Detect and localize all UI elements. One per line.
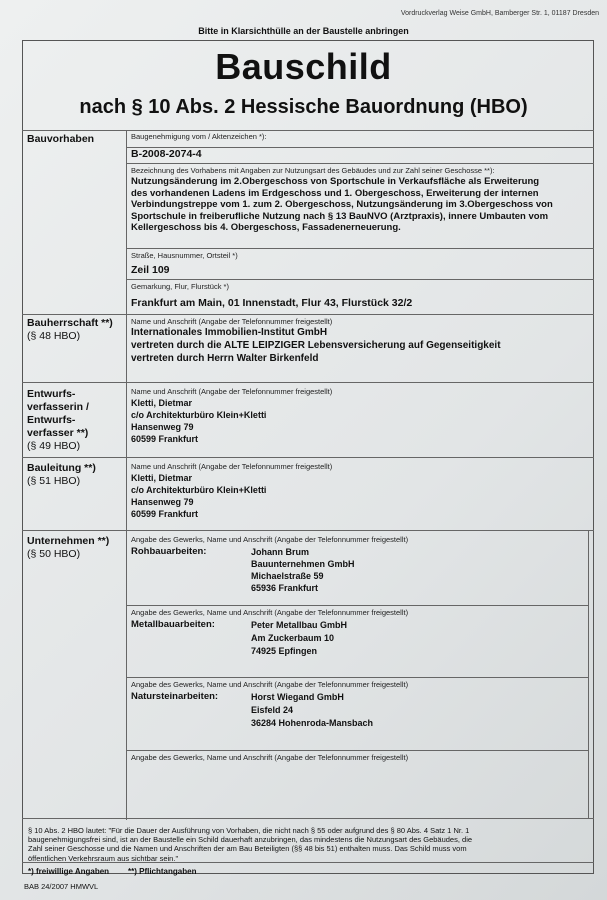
permit-caption: Baugenehmigung vom / Aktenzeichen *): bbox=[131, 132, 267, 141]
entwurf-label: verfasserin / bbox=[27, 401, 89, 413]
unternehmen-label: Unternehmen **) bbox=[27, 535, 110, 547]
bauleitung-line: 60599 Frankfurt bbox=[131, 509, 199, 519]
entwurf-label: Entwurfs- bbox=[27, 388, 76, 400]
legal-note-line: baugenehmigungsfrei sind, ist an der Baustelle ein Schild dauerhaft anzubringen, das mindestens die Nutzungsart des Gebäudes, die bbox=[28, 835, 473, 845]
description-line: Verbindungstreppe vom 1. zum 2. Obergeschoss, Nutzungsänderung im 3.Obergeschoss von bbox=[131, 199, 553, 210]
description-line: Sportschule in freiberufliche Nutzung nach § 13 BauNVO (Arztpraxis), innere Umbauten vom bbox=[131, 210, 549, 222]
bauleitung-ref: (§ 51 HBO) bbox=[27, 475, 81, 487]
firm-line: Johann Brum bbox=[251, 547, 310, 557]
legal-note-line: Zahl seiner Geschosse und die Namen und Anschriften der am Bau Beteiligten (§§ 48 bis 51) enthalten muss. Das Schild muss vom bbox=[28, 844, 467, 854]
firm-line: 74925 Epfingen bbox=[251, 646, 318, 656]
unternehmen-caption: Angabe des Gewerks, Name und Anschrift (Angabe der Telefonnummer freigestellt) bbox=[131, 680, 409, 689]
page-subtitle: nach § 10 Abs. 2 Hessische Bauordnung (HBO) bbox=[79, 96, 528, 118]
unternehmen-caption: Angabe des Gewerks, Name und Anschrift (Angabe der Telefonnummer freigestellt) bbox=[131, 608, 409, 617]
bauleitung-line: Hansenweg 79 bbox=[131, 497, 194, 507]
bauherr-line: vertreten durch die ALTE LEIPZIGER Lebensversicherung auf Gegenseitigkeit bbox=[131, 340, 501, 351]
trade-label: Metallbauarbeiten: bbox=[131, 619, 215, 630]
divider bbox=[22, 382, 594, 383]
entwurf-caption: Name und Anschrift (Angabe der Telefonnummer freigestellt) bbox=[131, 387, 333, 396]
divider bbox=[126, 279, 594, 280]
permit-value: B-2008-2074-4 bbox=[131, 148, 202, 160]
firm-line: Peter Metallbau GmbH bbox=[251, 620, 348, 630]
divider bbox=[22, 314, 594, 315]
bauleitung-line: c/o Architekturbüro Klein+Kletti bbox=[131, 485, 267, 495]
firm-line: Bauunternehmen GmbH bbox=[251, 559, 355, 569]
bauherr-line: vertreten durch Herrn Walter Birkenfeld bbox=[131, 353, 319, 364]
legend-required: **) Pflichtangaben bbox=[128, 867, 197, 876]
firm-line: Michaelstraße 59 bbox=[251, 571, 324, 581]
description-caption: Bezeichnung des Vorhabens mit Angaben zur Nutzungsart des Gebäudes und zur Zahl seiner Geschosse **): bbox=[131, 166, 495, 175]
firm-line: 65936 Frankfurt bbox=[251, 583, 319, 593]
entwurf-ref: (§ 49 HBO) bbox=[27, 440, 81, 452]
unternehmen-caption: Angabe des Gewerks, Name und Anschrift (Angabe der Telefonnummer freigestellt) bbox=[131, 535, 409, 544]
entwurf-line: c/o Architekturbüro Klein+Kletti bbox=[131, 410, 267, 420]
page-title: Bauschild bbox=[215, 46, 392, 87]
bauherr-caption: Name und Anschrift (Angabe der Telefonnummer freigestellt) bbox=[131, 317, 333, 326]
firm-line: Am Zuckerbaum 10 bbox=[251, 633, 335, 643]
unternehmen-ref: (§ 50 HBO) bbox=[27, 548, 81, 560]
legal-note-line: § 10 Abs. 2 HBO lautet: "Für die Dauer der Ausführung von Vorhaben, die nicht nach § 55 oder aufgrund des § 80 Abs. 4 Satz 1 Nr. 1 bbox=[28, 826, 470, 835]
column-divider bbox=[126, 130, 127, 820]
bauvorhaben-label: Bauvorhaben bbox=[27, 133, 95, 145]
description-line: Kellergeschoss bis 4. Obergeschoss, Fassadenerneuerung. bbox=[131, 222, 401, 233]
divider bbox=[126, 248, 594, 249]
entwurf-line: Hansenweg 79 bbox=[131, 422, 194, 432]
parcel-caption: Gemarkung, Flur, Flurstück *) bbox=[131, 282, 229, 291]
trade-label: Natursteinarbeiten: bbox=[131, 691, 219, 702]
divider bbox=[126, 163, 594, 164]
divider bbox=[126, 605, 588, 606]
divider bbox=[22, 818, 594, 819]
firm-line: Eisfeld 24 bbox=[251, 705, 294, 715]
legal-note bbox=[28, 826, 588, 863]
divider bbox=[126, 677, 588, 678]
divider bbox=[22, 457, 594, 458]
bauleitung-line: Kletti, Dietmar bbox=[131, 473, 193, 483]
form-id: BAB 24/2007 HMWVL bbox=[24, 882, 99, 891]
entwurf-label: verfasser **) bbox=[27, 427, 89, 439]
street-value: Zeil 109 bbox=[131, 264, 170, 276]
legend-optional: *) freiwillige Angaben bbox=[28, 867, 110, 876]
legal-note-line: öffentlichen Verkehrsraum aus sichtbar sein." bbox=[28, 853, 179, 863]
divider bbox=[22, 530, 594, 531]
bauherr-line: Internationales Immobilien-Institut GmbH bbox=[131, 327, 328, 338]
divider bbox=[126, 750, 588, 751]
entwurf-line: Kletti, Dietmar bbox=[131, 398, 193, 408]
firm-line: Horst Wiegand GmbH bbox=[251, 692, 344, 702]
entwurf-line: 60599 Frankfurt bbox=[131, 434, 199, 444]
street-caption: Straße, Hausnummer, Ortsteil *) bbox=[131, 251, 238, 260]
unternehmen-caption: Angabe des Gewerks, Name und Anschrift (Angabe der Telefonnummer freigestellt) bbox=[131, 753, 409, 762]
divider bbox=[22, 130, 594, 131]
publisher-line: Vordruckverlag Weise GmbH, Bamberger Str. 1, 01187 Dresden bbox=[400, 10, 599, 17]
parcel-value: Frankfurt am Main, 01 Innenstadt, Flur 43, Flurstück 32/2 bbox=[131, 297, 413, 309]
bauleitung-label: Bauleitung **) bbox=[27, 462, 96, 474]
instruction-line: Bitte in Klarsichthülle an der Baustelle anbringen bbox=[198, 26, 409, 36]
bauleitung-caption: Name und Anschrift (Angabe der Telefonnummer freigestellt) bbox=[131, 462, 333, 471]
bauherr-ref: (§ 48 HBO) bbox=[27, 330, 81, 342]
description-line: Nutzungsänderung im 2.Obergeschoss von Sportschule in Verkaufsfläche als Erweiterung bbox=[131, 176, 540, 187]
entwurf-label: Entwurfs- bbox=[27, 414, 76, 426]
firm-line: 36284 Hohenroda-Mansbach bbox=[251, 718, 374, 728]
bauherr-label: Bauherrschaft **) bbox=[27, 317, 113, 329]
column-divider bbox=[588, 530, 589, 818]
description-line: des vorhandenen Ladens im Erdgeschoss und 1. Obergeschoss, Erweiterung der internen bbox=[131, 187, 539, 199]
trade-label: Rohbauarbeiten: bbox=[131, 546, 207, 557]
